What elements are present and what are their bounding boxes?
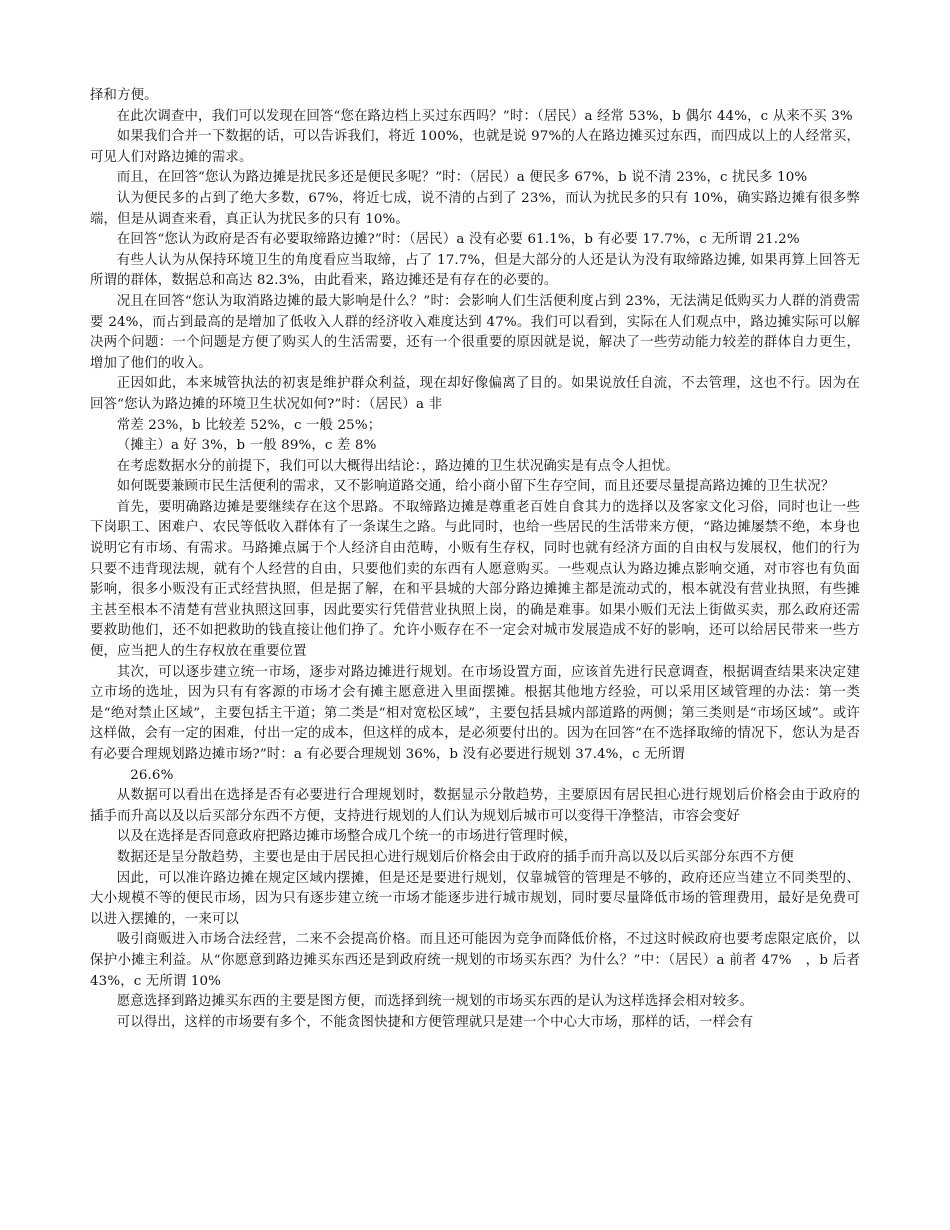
paragraph-7: 况且在回答“您认为取消路边摊的最大影响是什么？”时：会影响人们生活便利度占到 23%，无法满足低购买力人群的消费需要 24%，而占到最高的是增加了低收入人群的经济收入难度达到 47%。我们可以看到，实际在人们观点中，路边摊实际可以解决两个问题：一个问题是方便了购买人的生活需要，还有一个很重要的原因就是说，解决了一些劳动能力较差的群体自力更生，增加了他们的收入。: [90, 293, 860, 371]
paragraph-5: 在回答“您认为政府是否有必要取缔路边摊?”时：（居民）a 没有必要 61.1%，b 有必要 17.7%，c 无所谓 21.2%: [116, 232, 800, 248]
paragraph-0: 择和方便。: [90, 88, 158, 103]
paragraph-12: 如何既要兼顾市民生活便利的需求，又不影响道路交通，给小商小留下生存空间，而且还要尽量提高路边摊的卫生状况？: [116, 479, 835, 495]
paragraph-3: 而且，在回答“您认为路边摊是扰民多还是便民多呢？”时：（居民）a 便民多 67%，b 说不清 23%，c 扰民多 10%: [116, 170, 808, 186]
paragraph-21: 愿意选择到路边摊买东西的主要是图方便，而选择到统一规划的市场买东西的是认为这样选择会相对较多。: [116, 994, 754, 1010]
paragraph-14: 其次，可以逐步建立统一市场，逐步对路边摊进行规划。在市场设置方面，应该首先进行民意调查，根据调查结果来决定建立市场的选址，因为只有有客源的市场才会有摊主愿意进入里面摆摊。根据其他地方经验，可以采用区域管理的办法：第一类是“绝对禁止区域”，主要包括主干道；第二类是“相对宽松区域”，主要包括县城内部道路的两侧；第三类则是“市场区域”。或许这样做，会有一定的困难，付出一定的成本，但这样的成本，是必须要付出的。因为在回答“在不选择取缔的情况下，您认为是否有必要合理规划路边摊市场?”时：a 有必要合理规划 36%，b 没有必要进行规划 37.4%，c 无所谓: [90, 664, 860, 762]
paragraph-10: （摊主）a 好 3%，b 一般 89%，c 差 8%: [116, 438, 377, 454]
paragraph-9: 常差 23%，b 比较差 52%，c 一般 25%；: [116, 417, 382, 433]
paragraph-20: 吸引商贩进入市场合法经营，二来不会提高价格。而且还可能因为竞争而降低价格，不过这时候政府也要考虑限定底价，以保护小摊主利益。从“你愿意到路边摊买东西还是到政府统一规划的市场买东西？为什么？”中：（居民）a 前者 47% ，b 后者 43%，c 无所谓 10%: [90, 932, 860, 989]
paragraph-19: 因此，可以准许路边摊在规定区域内摆摊，但是还是要进行规划，仅靠城管的管理是不够的，政府还应当建立不同类型的、大小规模不等的便民市场，因为只有逐步建立统一市场才能逐步进行城市规划，同时要尽量降低市场的管理费用，最好是免费可以进入摆摊的，一来可以: [90, 870, 860, 927]
paragraph-17: 以及在选择是否同意政府把路边摊市场整合成几个统一的市场进行管理时候，: [116, 829, 578, 845]
paragraph-4: 认为便民多的占到了绝大多数，67%，将近七成，说不清的占到了 23%，而认为扰民多的只有 10%，确实路边摊有很多弊端，但是从调查来看，真正认为扰民多的只有 10%。: [90, 190, 860, 227]
paragraph-15: 26.6%: [130, 767, 174, 783]
paragraph-13: 首先，要明确路边摊是要继续存在这个思路。不取缔路边摊是尊重老百姓自食其力的选择以及客家文化习俗，同时也让一些下岗职工、困难户、农民等低收入群体有了一条谋生之路。与此同时，也给一些居民的生活带来方便，“路边摊屡禁不绝，本身也说明它有市场、有需求。马路摊点属于个人经济自由范畴，小贩有生存权，同时也就有经济方面的自由权与发展权，他们的行为只要不违背现法规，就有个人经营的自由，只要他们卖的东西有人愿意购买。一些观点认为路边摊点影响交通，对市容也有负面影响，很多小贩没有正式经营执照，但是据了解，在和平县城的大部分路边摊摊主都是流动式的，根本就没有营业执照，有些摊主甚至根本不清楚有营业执照这回事，因此要实行凭借营业执照上岗，的确是难事。如果小贩们无法上街做买卖，那么政府还需要救助他们，还不如把救助的钱直接让他们挣了。允许小贩存在不一定会对城市发展造成不好的影响，还可以给居民带来一些方便，应当把人的生存权放在重要位置: [90, 499, 860, 660]
paragraph-16: 从数据可以看出在选择是否有必要进行合理规划时，数据显示分散趋势，主要原因有居民担心进行规划后价格会由于政府的插手而升高以及以后买部分东西不方便，支持进行规划的人们认为规划后城市可以变得干净整洁，市容会变好: [90, 788, 860, 824]
paragraph-6: 有些人认为从保持环境卫生的角度看应当取缔，占了 17.7%，但是大部分的人还是认为没有取缔路边摊, 如果再算上回答无所谓的群体，数据总和高达 82.3%，由此看来，路边摊还是有存在的必要的。: [90, 252, 860, 289]
paragraph-8: 正因如此，本来城管执法的初衷是维护群众利益，现在却好像偏离了目的。如果说放任自流，不去管理，这也不行。因为在回答“您认为路边摊的环境卫生状况如何?”时：（居民）a 非: [90, 376, 860, 412]
paragraph-1: 在此次调查中，我们可以发现在回答“您在路边档上买过东西吗？”时：（居民）a 经常 53%，b 偶尔 44%，c 从来不买 3%: [116, 108, 853, 124]
paragraph-11: 在考虑数据水分的前提下，我们可以大概得出结论：，路边摊的卫生状况确实是有点令人担忧。: [116, 458, 679, 474]
paragraph-18: 数据还是呈分散趋势，主要也是由于居民担心进行规划后价格会由于政府的插手而升高以及以后买部分东西不方便: [116, 849, 794, 865]
paragraph-22: 可以得出，这样的市场要有多个，不能贪图快捷和方便管理就只是建一个中心大市场，那样的话，一样会有: [116, 1014, 754, 1030]
paragraph-2: 如果我们合并一下数据的话，可以告诉我们，将近 100%，也就是说 97%的人在路边摊买过东西，而四成以上的人经常买，可见人们对路边摊的需求。: [90, 129, 860, 165]
